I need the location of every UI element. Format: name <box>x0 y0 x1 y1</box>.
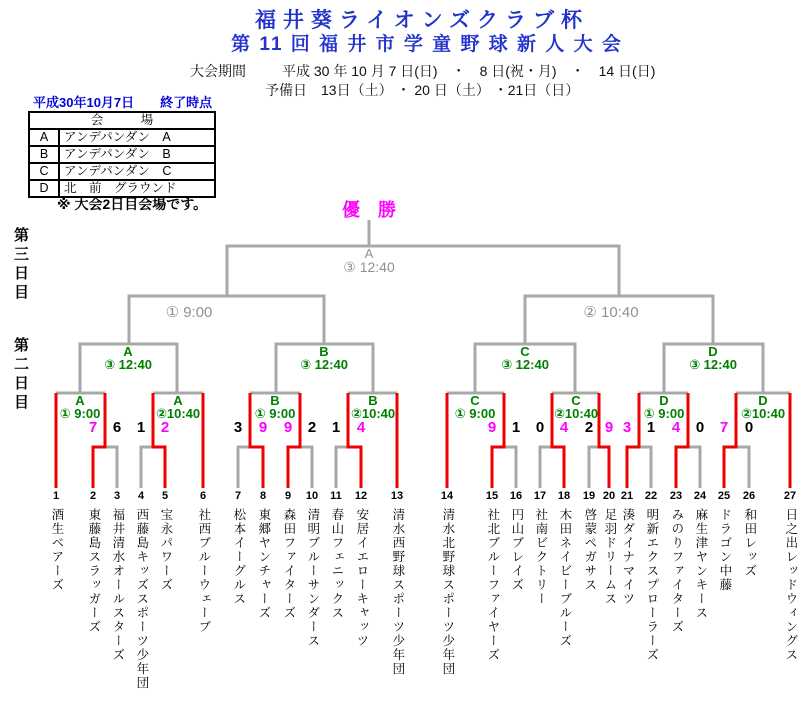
team-slot <box>301 488 323 648</box>
tournament-title: 福井葵ライオンズクラブ杯 <box>254 9 590 32</box>
venue-name: アンデパンダン A <box>59 129 215 146</box>
score: 6 <box>112 419 122 436</box>
team-number: 10 <box>305 490 319 502</box>
team-name: 社南ビクトリー <box>533 508 548 606</box>
team-name: 和田レッズ <box>742 508 757 578</box>
team-slot <box>130 488 152 690</box>
venue-table <box>28 111 216 198</box>
qf-venue: B <box>319 344 329 359</box>
semifinal1-label: ① 9:00 <box>165 304 213 321</box>
team-name: 明新エクスプローラーズ <box>644 508 659 662</box>
tournament-period <box>190 61 655 81</box>
score: 0 <box>695 419 705 436</box>
team-number: 5 <box>161 490 169 502</box>
match-venue: C <box>470 393 480 408</box>
team-slot <box>738 488 760 578</box>
team-name: 麻生津ヤンキース <box>693 508 708 620</box>
match-venue: C <box>571 393 581 408</box>
score: 4 <box>671 419 681 436</box>
team-slot <box>277 488 299 620</box>
team-name: 足羽ドリームス <box>602 508 617 606</box>
team-name: みのりファイターズ <box>669 508 684 634</box>
team-slot <box>227 488 249 606</box>
team-slot <box>106 488 128 662</box>
team-number: 20 <box>602 490 616 502</box>
match-venue: A <box>75 393 85 408</box>
match-a1-label <box>50 394 110 421</box>
team-slot <box>640 488 662 662</box>
match-venue: B <box>368 393 378 408</box>
team-number: 18 <box>557 490 571 502</box>
match-game-time: ① 9:00 <box>643 406 685 421</box>
quarterfinal-d-label <box>683 345 743 372</box>
qf-venue: A <box>123 344 133 359</box>
reserve-dates: 予備日 13日（土） ・ 20 日（土） ・21日（日） <box>265 82 580 98</box>
team-number: 27 <box>783 490 797 502</box>
team-number: 14 <box>440 490 454 502</box>
team-slot <box>616 488 638 606</box>
team-name: 西藤島キッズスポーツ少年団 <box>134 508 149 690</box>
venue-code: A <box>29 129 59 146</box>
team-number: 19 <box>582 490 596 502</box>
team-number: 22 <box>644 490 658 502</box>
score: 1 <box>646 419 656 436</box>
score: 2 <box>584 419 594 436</box>
team-name: 社西ブルーウェーブ <box>196 508 211 634</box>
match-game-time: ②10:40 <box>155 406 201 421</box>
team-name: 清水北野球スポーツ少年団 <box>440 508 455 676</box>
team-number: 9 <box>284 490 292 502</box>
team-slot <box>154 488 176 592</box>
team-name: 啓蒙ペガサス <box>582 508 597 592</box>
score: 7 <box>88 419 98 436</box>
score: 0 <box>744 419 754 436</box>
score: 1 <box>136 419 146 436</box>
match-venue: B <box>270 393 280 408</box>
score: 0 <box>535 419 545 436</box>
team-number: 17 <box>533 490 547 502</box>
score: 1 <box>511 419 521 436</box>
match-c2-label <box>546 394 606 421</box>
score: 9 <box>487 419 497 436</box>
match-d2-label <box>733 394 793 421</box>
team-number: 26 <box>742 490 756 502</box>
team-number: 13 <box>390 490 404 502</box>
match-game-time: ① 9:00 <box>59 406 101 421</box>
score: 9 <box>258 419 268 436</box>
team-name: 清明ブルーサンダース <box>305 508 320 648</box>
match-venue: A <box>173 393 183 408</box>
match-game-time: ① 9:00 <box>454 406 496 421</box>
team-number: 11 <box>330 490 342 502</box>
match-game-time: ②10:40 <box>740 406 786 421</box>
venue-code: B <box>29 146 59 163</box>
team-number: 21 <box>620 490 634 502</box>
team-slot <box>481 488 503 662</box>
team-number: 4 <box>137 490 145 502</box>
venue-note: ※ 大会2日目会場です。 <box>57 196 208 212</box>
period-dates: 平成 30 年 10 月 7 日(日) ・ 8 日(祝・月) ・ 14 日(日) <box>282 63 656 79</box>
team-slot <box>350 488 372 648</box>
team-name: 宝永パワーズ <box>158 508 173 592</box>
team-name: 森田ファイターズ <box>281 508 296 620</box>
semifinal2-label: ② 10:40 <box>583 304 639 321</box>
team-slot <box>529 488 551 606</box>
match-game-time: ① 9:00 <box>254 406 296 421</box>
score: 1 <box>331 419 341 436</box>
qf-game-time: ③ 12:40 <box>104 357 152 372</box>
team-name: 福井清水オールスターズ <box>110 508 125 662</box>
team-number: 23 <box>669 490 683 502</box>
final-venue: A <box>364 246 374 261</box>
score: 7 <box>719 419 729 436</box>
team-slot <box>505 488 527 592</box>
qf-game-time: ③ 12:40 <box>501 357 549 372</box>
match-d1-label <box>634 394 694 421</box>
venue-row <box>29 129 215 146</box>
venue-name: アンデパンダン B <box>59 146 215 163</box>
score: 2 <box>307 419 317 436</box>
team-number: 3 <box>113 490 121 502</box>
match-a2-label <box>148 394 208 421</box>
score: 9 <box>604 419 614 436</box>
team-slot <box>386 488 408 676</box>
day3-label: 第三日目 <box>12 227 29 303</box>
team-name: 安居イエローキャッツ <box>354 508 369 648</box>
score: 2 <box>160 419 170 436</box>
venue-name: アンデパンダン C <box>59 163 215 180</box>
team-slot <box>192 488 214 634</box>
final-match-label <box>329 247 409 275</box>
venue-code: C <box>29 163 59 180</box>
champion-label: 優 勝 <box>342 200 396 220</box>
team-slot <box>779 488 800 662</box>
team-name: 東藤島スラッガーズ <box>86 508 101 634</box>
match-game-time: ②10:40 <box>350 406 396 421</box>
match-game-time: ②10:40 <box>553 406 599 421</box>
team-number: 15 <box>485 490 499 502</box>
score: 4 <box>356 419 366 436</box>
score: 3 <box>622 419 632 436</box>
team-name: 春山フェニックス <box>329 508 344 620</box>
match-b1-label <box>245 394 305 421</box>
final-game-time: ③ 12:40 <box>343 259 395 275</box>
team-slot <box>689 488 711 620</box>
match-venue: D <box>758 393 768 408</box>
match-c1-label <box>445 394 505 421</box>
qf-game-time: ③ 12:40 <box>300 357 348 372</box>
team-name: 松本イーグルス <box>231 508 246 606</box>
venue-table-header: 会 場 <box>29 112 215 129</box>
team-number: 8 <box>259 490 267 502</box>
team-name: 東郷ヤンチャーズ <box>256 508 271 620</box>
team-slot <box>713 488 735 592</box>
team-name: 円山ブレイズ <box>509 508 524 592</box>
team-slot <box>665 488 687 634</box>
tournament-subtitle: 第 11 回 福 井 市 学 童 野 球 新 人 大 会 <box>231 34 623 55</box>
team-number: 24 <box>693 490 707 502</box>
team-number: 7 <box>234 490 242 502</box>
venue-code: D <box>29 180 59 197</box>
match-b2-label <box>343 394 403 421</box>
team-slot <box>45 488 67 592</box>
team-name: 木田ネイビーブルーズ <box>557 508 572 648</box>
period-label: 大会期間 <box>190 63 246 79</box>
day2-label: 第二日目 <box>12 337 29 413</box>
team-name: 湊ダイナマイツ <box>620 508 635 606</box>
qf-game-time: ③ 12:40 <box>689 357 737 372</box>
quarterfinal-b-label <box>294 345 354 372</box>
team-name: ドラゴン中藤 <box>717 508 732 592</box>
team-number: 12 <box>354 490 368 502</box>
team-slot <box>578 488 600 592</box>
qf-venue: D <box>708 344 718 359</box>
qf-venue: C <box>520 344 530 359</box>
match-venue: D <box>659 393 669 408</box>
score: 4 <box>559 419 569 436</box>
team-slot <box>82 488 104 634</box>
quarterfinal-c-label <box>495 345 555 372</box>
team-name: 日之出レッドウィングス <box>783 508 798 662</box>
team-number: 1 <box>52 490 60 502</box>
team-slot <box>436 488 458 676</box>
team-slot <box>252 488 274 620</box>
team-number: 16 <box>509 490 523 502</box>
team-name: 清水西野球スポーツ少年団 <box>390 508 405 676</box>
quarterfinal-a-label <box>98 345 158 372</box>
team-slot <box>553 488 575 648</box>
score: 3 <box>233 419 243 436</box>
venue-row <box>29 146 215 163</box>
venue-name: 北 前 グラウンド <box>59 180 215 197</box>
status-note: 平成30年10月7日 終了時点 <box>33 95 213 110</box>
team-name: 酒生ベアーズ <box>49 508 64 592</box>
team-name: 社北ブルーファイヤーズ <box>485 508 500 662</box>
team-slot <box>325 488 347 620</box>
team-number: 2 <box>89 490 97 502</box>
venue-row <box>29 163 215 180</box>
score: 9 <box>283 419 293 436</box>
team-number: 25 <box>717 490 731 502</box>
team-number: 6 <box>199 490 207 502</box>
